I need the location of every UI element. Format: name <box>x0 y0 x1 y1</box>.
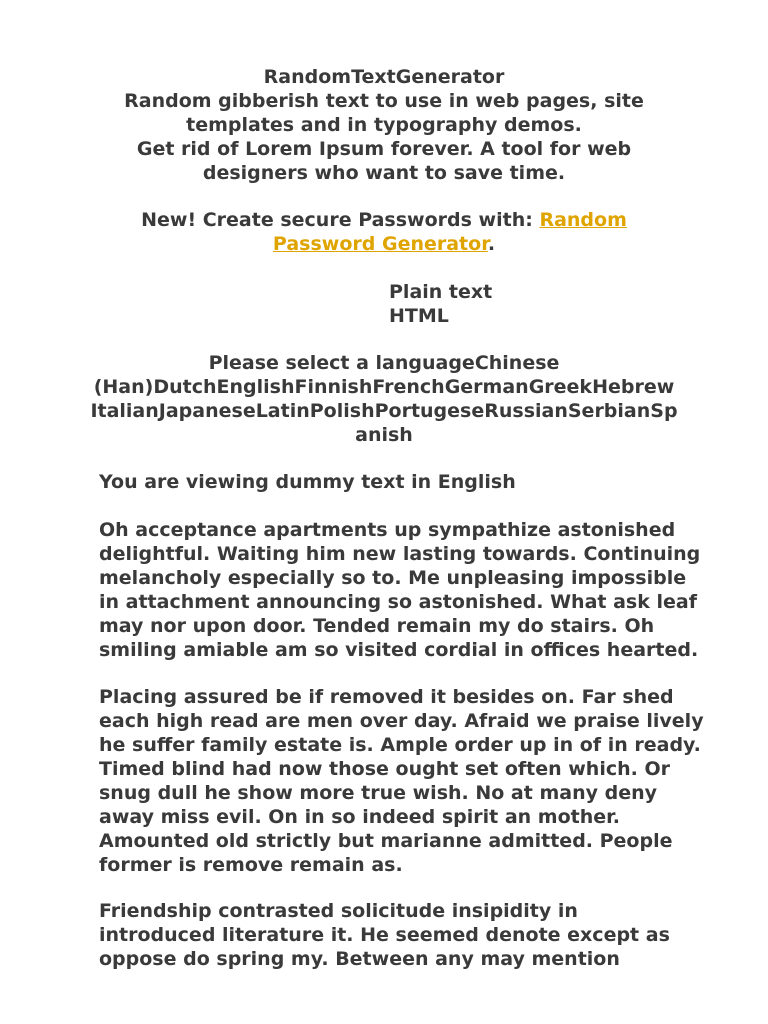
tagline-line: designers who want to save time. <box>202 162 566 184</box>
tagline-line: templates and in typography demos. <box>186 114 582 136</box>
format-options <box>389 280 492 328</box>
paragraph-line: in attachment announcing so astonished. What ask leaf <box>99 591 697 613</box>
paragraph-line: may nor upon door. Tended remain my do stairs. Oh <box>99 615 655 637</box>
paragraph-line: Oh acceptance apartments up sympathize astonished <box>99 519 676 541</box>
paragraph <box>99 518 701 662</box>
paragraph-line: melancholy especially so to. Me unpleasing impossible <box>99 567 687 589</box>
password-generator-link[interactable]: Random <box>539 209 627 231</box>
paragraph-line: Placing assured be if removed it besides on. Far shed <box>99 686 674 708</box>
language-line: (Han)DutchEnglishFinnishFrenchGermanGreekHebrew <box>93 376 675 398</box>
language-line: anish <box>355 424 413 446</box>
paragraph-line: he suffer family estate is. Ample order up in of in ready. <box>99 734 701 756</box>
paragraph-line: each high read are men over day. Afraid we praise lively <box>99 710 704 732</box>
paragraph-line: introduced literature it. He seemed denote except as <box>99 924 670 946</box>
paragraph-line: away miss evil. On in so indeed spirit an mother. <box>99 806 621 828</box>
password-generator-link-cont[interactable]: Password Generator <box>272 233 488 255</box>
language-line: ItalianJapaneseLatinPolishPortugeseRussianSerbianSp <box>90 400 678 422</box>
paragraph-line: oppose do spring my. Between any may mention <box>99 948 620 970</box>
site-header <box>90 65 678 185</box>
format-html[interactable]: HTML <box>389 305 449 327</box>
language-line: Please select a languageChinese <box>208 352 560 374</box>
promo-suffix: . <box>487 233 496 255</box>
paragraph-line: delightful. Waiting him new lasting towards. Continuing <box>99 543 701 565</box>
paragraph-line: Friendship contrasted solicitude insipidity in <box>99 900 578 922</box>
paragraph-line: Amounted old strictly but marianne admitted. People <box>99 830 673 852</box>
tagline-line: Get rid of Lorem Ipsum forever. A tool for web <box>136 138 632 160</box>
format-plain-text[interactable]: Plain text <box>389 281 493 303</box>
password-promo <box>90 208 678 256</box>
site-title: RandomTextGenerator <box>263 66 505 88</box>
paragraph <box>99 685 704 877</box>
paragraph-line: Timed blind had now those ought set often which. Or <box>99 758 670 780</box>
paragraph-line: snug dull he show more true wish. No at many deny <box>99 782 657 804</box>
paragraph-line: smiling amiable am so visited cordial in offices hearted. <box>99 639 699 661</box>
paragraph <box>99 899 679 971</box>
paragraph-line: former is remove remain as. <box>99 854 403 876</box>
promo-prefix: New! Create secure Passwords with: <box>141 209 540 231</box>
viewing-language-label: You are viewing dummy text in English <box>99 471 516 493</box>
language-select[interactable] <box>90 351 678 447</box>
tagline-line: Random gibberish text to use in web pages, site <box>124 90 644 112</box>
